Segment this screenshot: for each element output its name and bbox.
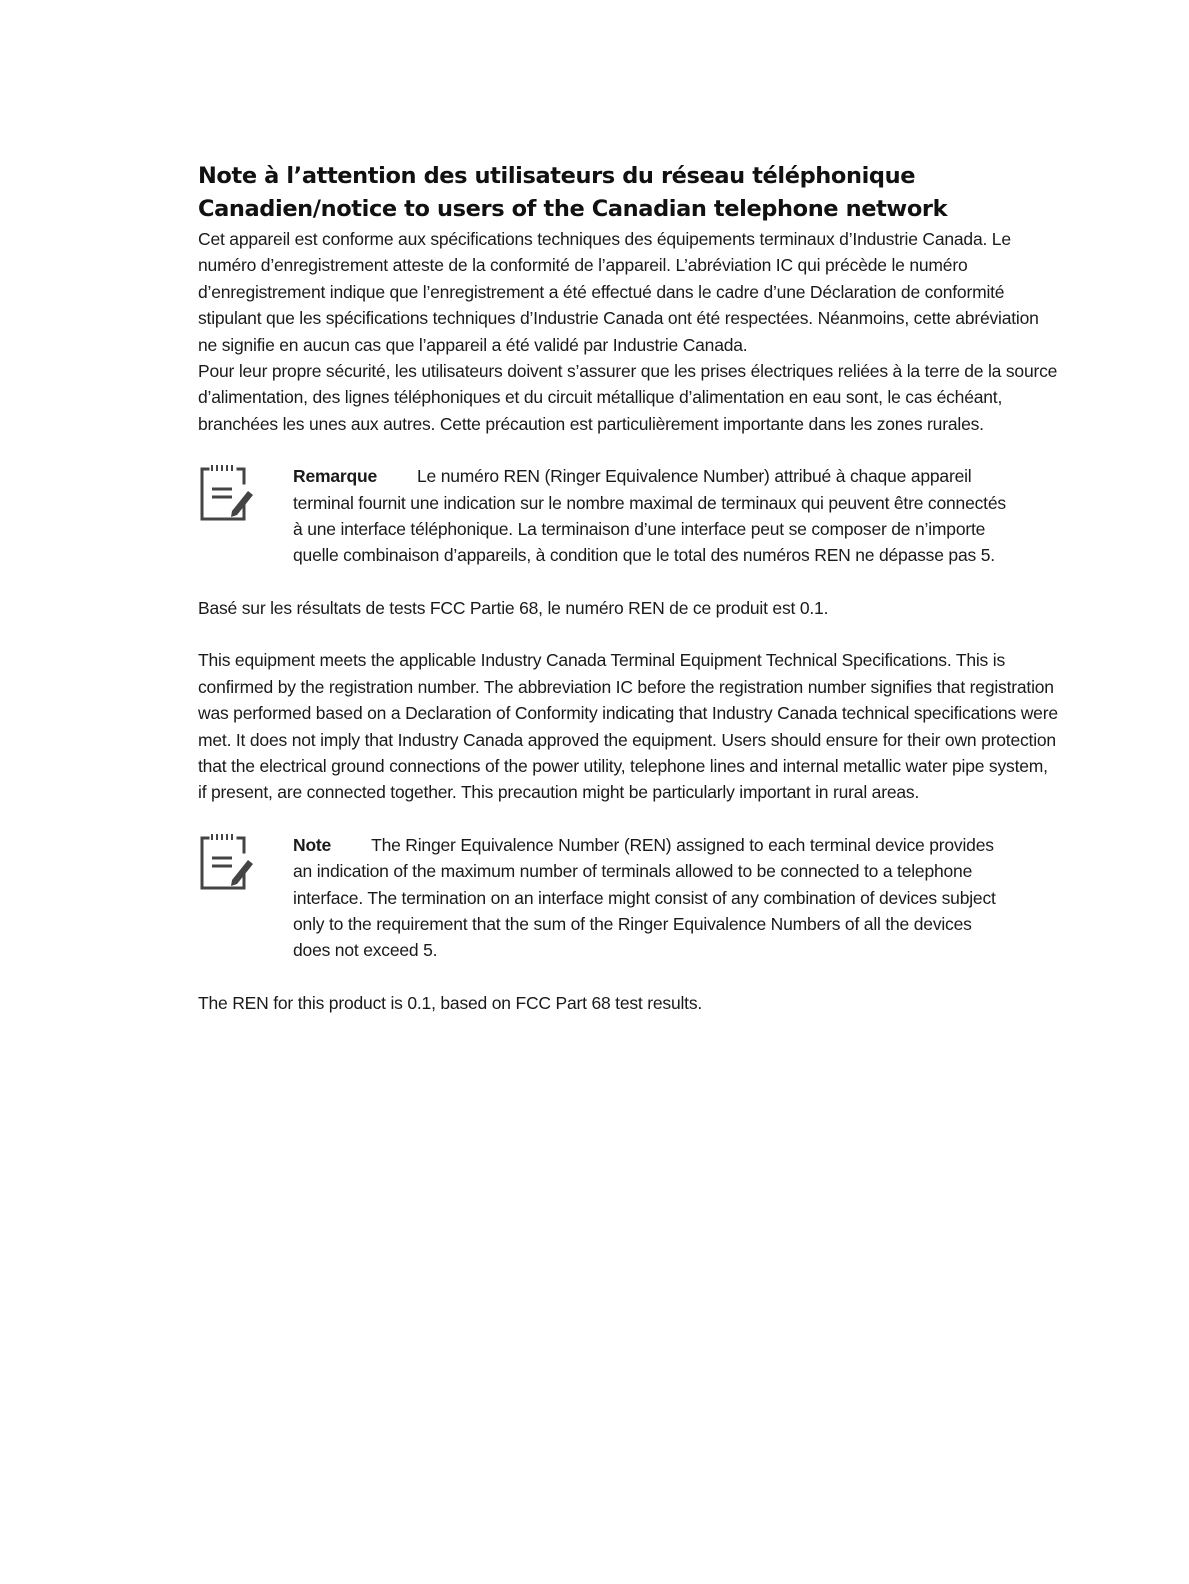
note-box-fr (198, 463, 1013, 569)
document-page (198, 160, 1058, 1016)
fr-paragraph-safety: Pour leur propre sécurité, les utilisateurs doivent s’assurer que les prises électriques reliées à la terre de la source d’alimentation, des lignes téléphoniques et du circuit métallique d’alimentation en eau sont, le cas échéant, branchées les unes aux autres. Cette précaution est particulièrement importante dans les zones rurales. (198, 361, 1058, 434)
en-ren-statement: The REN for this product is 0.1, based on FCC Part 68 test results. (198, 992, 703, 1013)
note-icon (198, 463, 254, 523)
spacer (198, 621, 1058, 647)
note-fr-label: Remarque (293, 466, 377, 487)
note-en-body (293, 832, 1013, 964)
spacer (198, 569, 1058, 595)
note-en-label: Note (293, 834, 332, 855)
spacer (198, 806, 1058, 832)
note-fr-body (293, 463, 1013, 569)
fr-paragraph-conformity: Cet appareil est conforme aux spécifications techniques des équipements terminaux d’Industrie Canada. Le numéro d’enregistrement atteste de la conformité de l’appareil. L’abréviation IC qui précède le numéro d’enregistrement indique que l’enregistrement a été effectué dans le cadre d’une Déclaration de conformité stipulant que les spécifications techniques d’Industrie Canada ont été respectées. Néanmoins, cette abréviation ne signifie en aucun cas que l’appareil a été validé par Industrie Canada. (198, 229, 1039, 355)
spacer (198, 437, 1058, 463)
spacer (198, 964, 1058, 990)
fr-ren-statement: Basé sur les résultats de tests FCC Partie 68, le numéro REN de ce produit est 0.1. (198, 597, 829, 618)
note-en-text: The Ringer Equivalence Number (REN) assigned to each terminal device provides an indication of the maximum number of terminals allowed to be connected to a telephone interface. The termination on an interface might consist of any combination of devices subject only to the requirement that the sum of the Ringer Equivalence Numbers of all the devices does not exceed 5. (293, 834, 996, 961)
page-title: Note à l’attention des utilisateurs du réseau téléphonique Canadien/notice to users of the Canadian telephone network (198, 163, 948, 222)
note-icon (198, 832, 254, 892)
note-box-en (198, 832, 1013, 964)
en-paragraph: This equipment meets the applicable Industry Canada Terminal Equipment Technical Specifications. This is confirmed by the registration number. The abbreviation IC before the registration number signifies that registration was performed based on a Declaration of Conformity indicating that Industry Canada technical specifications were met. It does not imply that Industry Canada approved the equipment. Users should ensure for their own protection that the electrical ground connections of the power utility, telephone lines and internal metallic water pipe system, if present, are connected together. This precaution might be particularly important in rural areas. (198, 650, 1058, 803)
note-fr-text: Le numéro REN (Ringer Equivalence Number) attribué à chaque appareil terminal fournit une indication sur le nombre maximal de terminaux qui peuvent être connectés à une interface téléphonique. La terminaison d’une interface peut se composer de n’importe quelle combinaison d’appareils, à condition que le total des numéros REN ne dépasse pas 5. (293, 466, 1006, 566)
